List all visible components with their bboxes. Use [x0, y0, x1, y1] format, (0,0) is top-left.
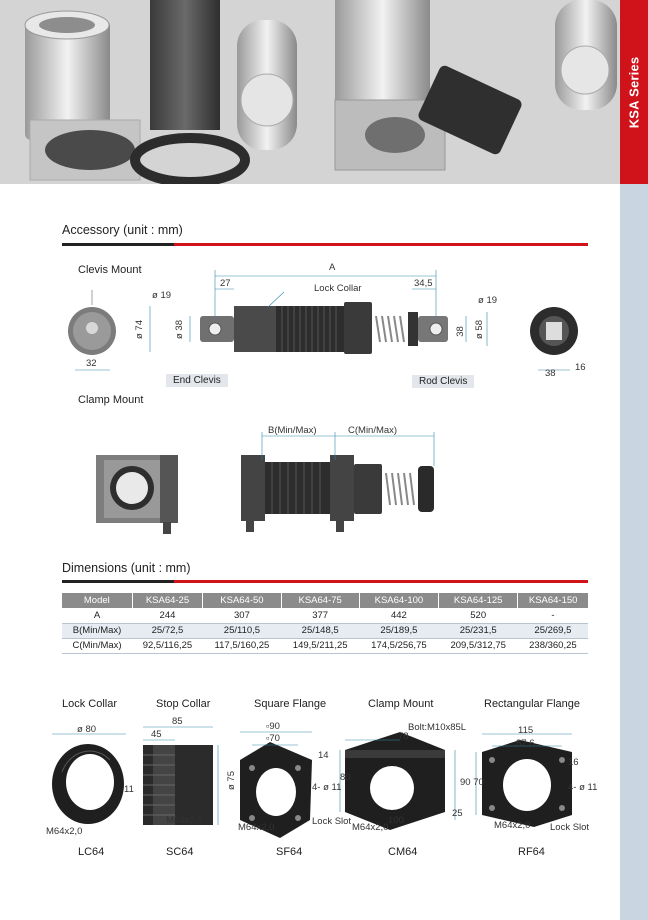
table-header-cell: KSA64-150 — [518, 593, 588, 608]
dim-phi58: ø 58 — [474, 319, 486, 340]
table-cell: C(Min/Max) — [62, 638, 132, 653]
lock-collar-label: Lock Collar — [314, 283, 362, 294]
dim-phi19-left: ø 19 — [152, 290, 172, 301]
lock-collar-drawing — [52, 744, 124, 824]
table-cell: 25/269,5 — [518, 623, 588, 638]
cm-thread: M64x2,0 — [352, 822, 389, 833]
rectangular-flange-drawing — [482, 740, 572, 827]
cm-dim-78: 78 — [398, 731, 409, 742]
table-cell: 117,5/160,25 — [203, 638, 281, 653]
table-cell: 520 — [439, 608, 518, 623]
cm-dim-25: 25 — [452, 808, 463, 819]
dim-27: 27 — [220, 278, 231, 289]
stop-collar-drawing — [143, 745, 213, 825]
clamp-mount-label: Clamp Mount — [78, 394, 144, 406]
table-cell: 209,5/312,75 — [439, 638, 518, 653]
table-cell: B(Min/Max) — [62, 623, 132, 638]
rod-clevis-tag: Rod Clevis — [412, 375, 474, 388]
table-header-cell: KSA64-100 — [359, 593, 438, 608]
table-cell: 442 — [359, 608, 438, 623]
end-clevis-tag: End Clevis — [166, 374, 228, 387]
cm-dim-80: 80 — [340, 772, 351, 783]
series-label: KSA Series — [626, 56, 642, 128]
rf-dim-87-6: 87,6 — [516, 738, 535, 749]
rf-thread: M64x2,0 — [494, 820, 531, 831]
table-cell: 238/360,25 — [518, 638, 588, 653]
lc-dim-11: 11 — [124, 784, 134, 795]
part-caption-lock-collar: Lock Collar — [62, 698, 118, 710]
table-header-cell: KSA64-25 — [132, 593, 203, 608]
table-header-cell: Model — [62, 593, 132, 608]
part-code-sf64: SF64 — [276, 846, 303, 858]
sc-dim-phi75: ø 75 — [226, 770, 238, 791]
accessory-title: Accessory (unit : mm) — [62, 223, 183, 237]
table-cell: - — [518, 608, 588, 623]
part-code-cm64: CM64 — [388, 846, 418, 858]
rf-dim-115: 115 — [518, 725, 534, 736]
dim-phi38-left: ø 38 — [174, 319, 186, 340]
table-header-cell: KSA64-125 — [439, 593, 518, 608]
part-caption-stop-collar: Stop Collar — [156, 698, 211, 710]
table-cell: A — [62, 608, 132, 623]
table-cell: 25/231,5 — [439, 623, 518, 638]
sf-thread: M64x2,0 — [238, 822, 275, 833]
dim-c-min-max: C(Min/Max) — [348, 425, 398, 436]
dim-16: 16 — [575, 362, 586, 373]
sc-dim-85: 85 — [172, 716, 183, 727]
dimensions-title: Dimensions (unit : mm) — [62, 561, 191, 575]
rf-dim-90-70: 90 70 — [460, 777, 484, 788]
table-header-cell: KSA64-50 — [203, 593, 281, 608]
sf-holes: 4- ø 11 — [312, 782, 342, 793]
part-code-rf64: RF64 — [518, 846, 545, 858]
dim-38-right: 38 — [454, 326, 466, 337]
part-caption-square-flange: Square Flange — [254, 698, 327, 710]
sc-thread: M64x2,0 — [166, 815, 203, 826]
sf-lock-slot: Lock Slot — [312, 816, 352, 827]
table-cell: 377 — [281, 608, 359, 623]
table-cell: 25/148,5 — [281, 623, 359, 638]
sf-dim-sq90: ▫90 — [266, 721, 280, 732]
table-cell: 25/72,5 — [132, 623, 203, 638]
part-caption-clamp-mount: Clamp Mount — [368, 698, 434, 710]
rf-holes: 4- ø 11 — [568, 782, 598, 793]
cm-dim-100: 100 — [388, 815, 404, 826]
sf-dim-sq70: ▫70 — [266, 733, 280, 744]
table-cell: 25/189,5 — [359, 623, 438, 638]
sf-dim-14: 14 — [318, 750, 329, 761]
part-code-sc64: SC64 — [166, 846, 194, 858]
table-cell: 149,5/211,25 — [281, 638, 359, 653]
rf-lock-slot: Lock Slot — [550, 822, 590, 833]
cm-bolt: Bolt:M10x85L — [408, 722, 467, 733]
dim-32: 32 — [86, 358, 97, 369]
part-code-lc64: LC64 — [78, 846, 105, 858]
table-header-cell: KSA64-75 — [281, 593, 359, 608]
dim-phi19-right: ø 19 — [478, 295, 498, 306]
table-cell: 25/110,5 — [203, 623, 281, 638]
sc-dim-45: 45 — [151, 729, 162, 740]
table-cell: 244 — [132, 608, 203, 623]
dim-A: A — [329, 262, 336, 273]
dim-38-bottom: 38 — [545, 368, 556, 379]
clevis-mount-label: Clevis Mount — [78, 264, 142, 276]
rf-dim-16: 16 — [568, 757, 579, 768]
lc-dim-phi80: ø 80 — [77, 724, 97, 735]
table-cell: 174,5/256,75 — [359, 638, 438, 653]
dim-34-5: 34,5 — [414, 278, 433, 289]
part-caption-rectangular-flange: Rectangular Flange — [484, 698, 581, 710]
lc-thread: M64x2,0 — [46, 826, 83, 837]
table-cell: 307 — [203, 608, 281, 623]
dim-phi74: ø 74 — [134, 319, 146, 340]
table-cell: 92,5/116,25 — [132, 638, 203, 653]
dim-b-min-max: B(Min/Max) — [268, 425, 317, 436]
